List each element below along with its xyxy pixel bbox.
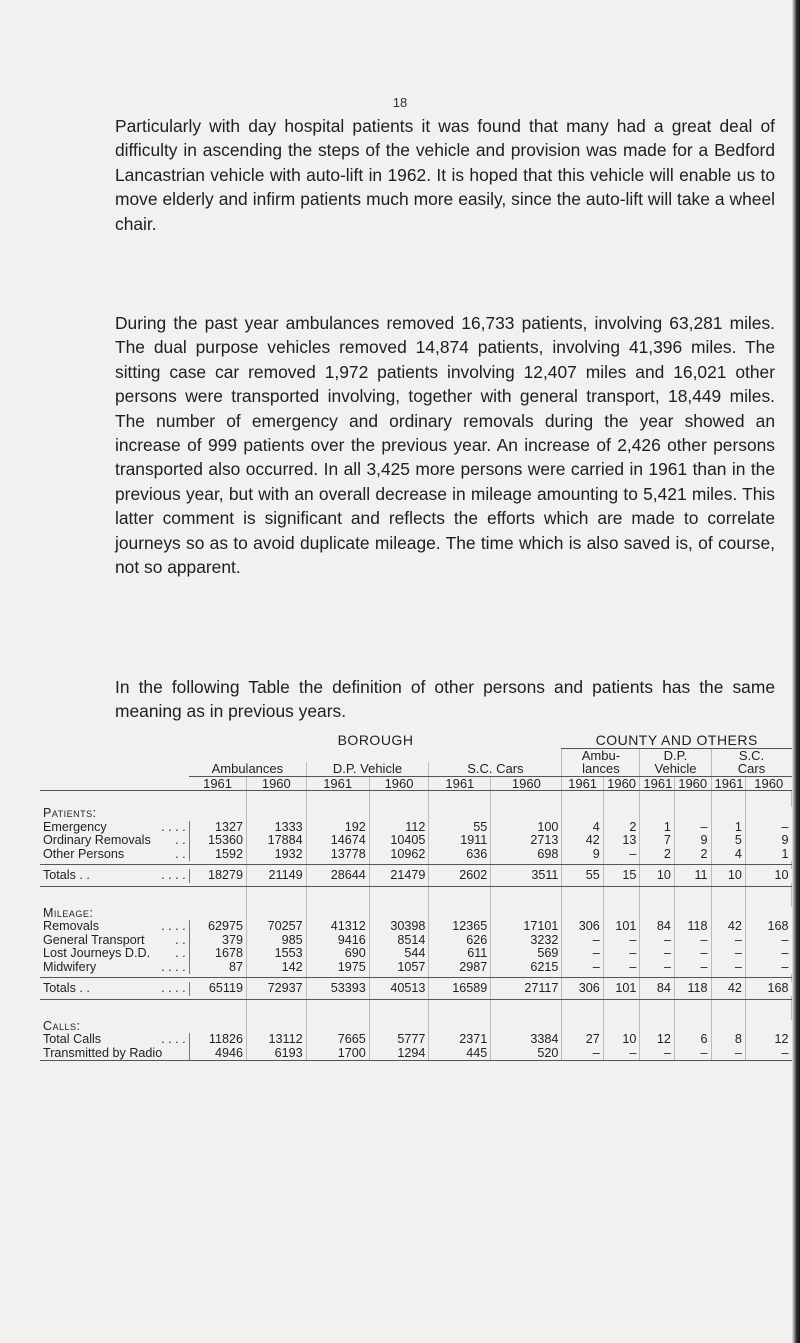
table-row [40, 934, 792, 948]
row-label-text: Other Persons [43, 847, 125, 861]
value-cell: 10405 [369, 834, 429, 848]
spacer-cell [562, 999, 603, 1020]
value-cell: 1553 [246, 947, 306, 961]
blank-cell [429, 907, 491, 921]
blank-cell [189, 1020, 246, 1034]
value-cell: – [781, 820, 789, 834]
value-cell: 14674 [306, 834, 369, 848]
value-cell: 6 [674, 1033, 711, 1047]
row-label-text: Emergency [43, 820, 107, 834]
row-label [40, 869, 189, 883]
value-cell: 1 [711, 821, 745, 835]
value-cell: 12365 [429, 920, 491, 934]
value-cell: 112 [369, 821, 429, 835]
value-cell: 544 [369, 947, 429, 961]
blank-cell [745, 807, 791, 821]
value-cell: 2602 [429, 869, 491, 883]
spacer-cell [189, 999, 246, 1020]
value-cell: 101 [603, 920, 640, 934]
table-row [40, 1047, 792, 1061]
value-cell: 84 [640, 920, 674, 934]
year-cell: 1960 [674, 776, 711, 791]
blank-cell [640, 807, 674, 821]
value-cell: 41312 [306, 920, 369, 934]
value-cell: – [674, 934, 711, 948]
section-title-row [40, 807, 792, 821]
spacer-cell [306, 791, 369, 808]
value-cell: 7665 [306, 1033, 369, 1047]
value-cell: 18279 [189, 869, 246, 883]
value-cell: 21479 [369, 869, 429, 883]
row-label [40, 848, 189, 862]
row-label [40, 1047, 189, 1061]
row-label [40, 821, 189, 835]
value-cell: 53393 [306, 982, 369, 996]
value-cell: – [640, 961, 674, 975]
value-cell: 9 [562, 848, 603, 862]
spacer-cell [674, 791, 711, 808]
sc-header-line2: Cars [711, 762, 791, 776]
value-cell: – [640, 934, 674, 948]
blank-cell [246, 907, 306, 921]
value-cell: 1932 [246, 848, 306, 862]
blank-cell [246, 807, 306, 821]
value-cell: 445 [429, 1047, 491, 1061]
row-label-text: Total Calls [43, 1033, 102, 1046]
blank-cell [369, 807, 429, 821]
value-cell: 12 [640, 1033, 674, 1047]
spacer-row [40, 886, 792, 907]
value-cell: – [711, 947, 745, 961]
value-cell: 55 [562, 869, 603, 883]
value-cell: 1700 [306, 1047, 369, 1061]
blank-cell [674, 1020, 711, 1034]
value-cell: 142 [246, 961, 306, 975]
value-cell: 118 [674, 920, 711, 934]
table-row [40, 821, 792, 835]
subheader-row-1 [40, 748, 792, 762]
value-cell: 2 [603, 821, 640, 835]
value-cell: 1678 [189, 947, 246, 961]
row-label [40, 947, 189, 961]
blank-cell [491, 1020, 562, 1034]
value-cell: – [711, 961, 745, 975]
scan-edge-shadow [792, 0, 800, 1343]
row-label [40, 934, 189, 948]
spacer-cell [429, 886, 491, 907]
year-cell: 1960 [491, 776, 562, 791]
totals-row [40, 982, 792, 996]
value-cell: 6193 [246, 1047, 306, 1061]
totals-row [40, 869, 792, 883]
blank-cell [640, 1020, 674, 1034]
value-cell: 3232 [491, 934, 562, 948]
spacer-cell [491, 791, 562, 808]
row-label-dots: . . . . [161, 869, 186, 882]
value-cell: – [711, 1047, 745, 1061]
value-cell: 10 [603, 1033, 640, 1047]
value-cell: 9 [781, 834, 789, 847]
blank-cell [429, 1020, 491, 1034]
value-cell: 2 [674, 848, 711, 862]
year-header-row [40, 776, 792, 791]
dp-header-line1: D.P. [640, 748, 711, 762]
value-cell: 306 [562, 982, 603, 996]
table-body [40, 791, 792, 1061]
year-cell: 1961 [711, 776, 745, 791]
value-cell: – [674, 947, 711, 961]
value-cell: 13112 [246, 1033, 306, 1047]
value-cell: – [603, 1047, 640, 1061]
spacer-cell [603, 886, 640, 907]
spacer-cell [40, 886, 189, 907]
spacer-cell [189, 791, 246, 808]
blank-cell [306, 807, 369, 821]
spacer-cell [306, 886, 369, 907]
paragraph-removals-summary: During the past year ambulances removed 16,733 patients, involving 63,281 miles. The dual purpose vehicles removed 14,874 patients, involving 41,396 miles. The sitting case car removed 1,972 patients involving 12,407 miles and 16,021 other persons were transported involving, together with general transport, 18,449 miles. The number of emergency and ordinary removals during the year showed an increase of 999 patients over the previous year. An increase of 2,426 other persons transported also occurred. In all 3,425 more persons were carried in 1961 than in the previous year, but with an overall decrease in mileage amounting to 5,421 miles. This latter comment is significant and reflects the efforts which are made to correlate journeys so as to avoid duplicate mileage. The time which is also saved is, of course, not so apparent. [115, 313, 775, 578]
value-cell: – [562, 961, 603, 975]
value-cell: 10962 [369, 848, 429, 862]
value-cell: 2713 [491, 834, 562, 848]
year-cell: 1961 [189, 776, 246, 791]
table-row [40, 920, 792, 934]
value-cell: 306 [562, 920, 603, 934]
value-cell: 611 [429, 947, 491, 961]
row-label [40, 982, 189, 996]
year-cell: 1960 [369, 776, 429, 791]
row-label-dots: . . . . [161, 960, 186, 974]
value-cell: – [640, 947, 674, 961]
value-cell: 1 [781, 847, 789, 861]
spacer-cell [429, 999, 491, 1020]
row-label-text: Totals . . [43, 982, 90, 995]
row-label-text: Lost Journeys D.D. [43, 947, 151, 960]
spacer-cell [40, 791, 189, 808]
dp-vehicle-header: D.P. Vehicle [306, 762, 429, 776]
blank-cell [674, 907, 711, 921]
borough-header: BOROUGH [337, 734, 414, 748]
value-cell: 21149 [246, 869, 306, 883]
table-row [40, 947, 792, 961]
blank-cell [711, 1020, 745, 1034]
value-cell: – [781, 933, 789, 947]
spacer-cell [562, 791, 603, 808]
page-number: 18 [392, 95, 408, 110]
row-label-dots: . . . . [161, 820, 186, 834]
blank-cell [306, 1020, 369, 1034]
row-label-text: Ordinary Removals [43, 834, 151, 847]
value-cell: 28644 [306, 869, 369, 883]
spacer-cell [246, 999, 306, 1020]
value-cell: 7 [640, 834, 674, 848]
value-cell: 1592 [189, 848, 246, 862]
spacer-cell [745, 886, 791, 907]
spacer-cell [246, 886, 306, 907]
value-cell: 17884 [246, 834, 306, 848]
spacer-cell [711, 999, 745, 1020]
value-cell: 11 [674, 869, 711, 883]
value-cell: 168 [767, 920, 789, 933]
dp-header-line2: Vehicle [640, 762, 711, 776]
value-cell: 1 [640, 821, 674, 835]
value-cell: 30398 [369, 920, 429, 934]
spacer-cell [369, 791, 429, 808]
row-label [40, 961, 189, 975]
spacer-cell [562, 886, 603, 907]
spacer-cell [369, 886, 429, 907]
value-cell: – [603, 934, 640, 948]
value-cell: – [562, 1047, 603, 1061]
value-cell: 27 [562, 1033, 603, 1047]
sc-cars-header: S.C. Cars [429, 762, 562, 776]
row-label [40, 834, 189, 848]
row-label-text: Removals [43, 920, 99, 933]
blank-cell [246, 1020, 306, 1034]
year-cell: 1960 [246, 776, 306, 791]
spacer-cell [674, 886, 711, 907]
value-cell: 15360 [189, 834, 246, 848]
value-cell: – [603, 848, 640, 862]
value-cell: – [603, 947, 640, 961]
row-label-text: Transmitted by Radio [43, 1046, 163, 1060]
value-cell: 15 [603, 869, 640, 883]
row-label-text: General Transport [43, 933, 145, 947]
spacer-row [40, 791, 792, 808]
value-cell: 8 [711, 1033, 745, 1047]
blank-cell [603, 807, 640, 821]
value-cell: – [674, 821, 711, 835]
year-cell: 1961 [429, 776, 491, 791]
value-cell: 1294 [369, 1047, 429, 1061]
row-label-dots: . . [175, 834, 186, 847]
row-label-dots: . . . . [161, 982, 186, 995]
value-cell: 192 [306, 821, 369, 835]
blank-cell [491, 907, 562, 921]
value-cell: 9416 [306, 934, 369, 948]
spacer-cell [674, 999, 711, 1020]
value-cell: 62975 [189, 920, 246, 934]
spacer-cell [640, 791, 674, 808]
paragraph-table-intro: In the following Table the definition of other persons and patients has the same meaning as in previous years. [115, 677, 775, 722]
value-cell: 70257 [246, 920, 306, 934]
value-cell: 4946 [189, 1047, 246, 1061]
spacer-cell [640, 999, 674, 1020]
year-cell: 1960 [603, 776, 640, 791]
blank-cell [189, 807, 246, 821]
section-title: Patients: [43, 807, 97, 820]
value-cell: – [562, 947, 603, 961]
value-cell: 10 [774, 869, 789, 882]
value-cell: 42 [711, 920, 745, 934]
value-cell: 100 [491, 821, 562, 835]
blank-cell [429, 807, 491, 821]
value-cell: 9 [674, 834, 711, 848]
blank-cell [189, 907, 246, 921]
value-cell: 101 [603, 982, 640, 996]
value-cell: 10 [640, 869, 674, 883]
value-cell: 42 [562, 834, 603, 848]
blank-cell [603, 1020, 640, 1034]
value-cell: 2371 [429, 1033, 491, 1047]
ambulances-header: Ambulances [189, 762, 306, 776]
blank-cell [562, 1020, 603, 1034]
blank-cell [306, 907, 369, 921]
value-cell: 65119 [189, 982, 246, 996]
value-cell: – [603, 961, 640, 975]
value-cell: – [781, 947, 789, 960]
spacer-cell [491, 886, 562, 907]
value-cell: 1327 [189, 821, 246, 835]
year-cell: 1961 [562, 776, 603, 791]
blank-cell [674, 807, 711, 821]
value-cell: 569 [491, 947, 562, 961]
value-cell: 4 [562, 821, 603, 835]
spacer-cell [246, 791, 306, 808]
spacer-cell [745, 999, 791, 1020]
spacer-cell [640, 886, 674, 907]
value-cell: 55 [429, 821, 491, 835]
row-label [40, 1033, 189, 1047]
blank-cell [603, 907, 640, 921]
table-row [40, 848, 792, 862]
blank-cell [369, 1020, 429, 1034]
year-cell: 1961 [306, 776, 369, 791]
value-cell: – [562, 934, 603, 948]
value-cell: 520 [491, 1047, 562, 1061]
row-label-text: Midwifery [43, 960, 97, 974]
section-title: Mileage: [43, 906, 94, 920]
value-cell: 6215 [491, 961, 562, 975]
spacer-cell [603, 791, 640, 808]
blank-cell [745, 1020, 791, 1034]
row-label [40, 920, 189, 934]
spacer-cell [189, 886, 246, 907]
blank-cell [745, 907, 791, 921]
value-cell: 3384 [491, 1033, 562, 1047]
spacer-cell [306, 999, 369, 1020]
section-title-row [40, 907, 792, 921]
paragraph-vehicle-provision: Particularly with day hospital patients it was found that many had a great deal of difficulty in ascending the steps of the vehicle and provision was made for a Bedford Lancastrian vehicle with auto-lift in 1962. It is hoped that this vehicle will enable us to move elderly and infirm patients much more easily, since the auto-lift will take a wheel chair. [115, 116, 775, 234]
table-row [40, 834, 792, 848]
subheader-row-2 [40, 762, 792, 776]
value-cell: 11826 [189, 1033, 246, 1047]
value-cell: 118 [674, 982, 711, 996]
blank-cell [640, 907, 674, 921]
value-cell: 5 [711, 834, 745, 848]
row-label-dots: . . . . [161, 1033, 186, 1046]
value-cell: 1057 [369, 961, 429, 975]
value-cell: – [781, 960, 789, 974]
spacer-cell [491, 999, 562, 1020]
value-cell: 12 [774, 1033, 789, 1046]
blank-cell [562, 907, 603, 921]
blank-cell [711, 807, 745, 821]
value-cell: – [674, 1047, 711, 1061]
value-cell: 2987 [429, 961, 491, 975]
spacer-cell [40, 999, 189, 1020]
value-cell: 626 [429, 934, 491, 948]
year-cell: 1961 [640, 776, 674, 791]
value-cell: 5777 [369, 1033, 429, 1047]
value-cell: 8514 [369, 934, 429, 948]
row-label-dots: . . [175, 847, 186, 861]
spacer-cell [429, 791, 491, 808]
value-cell: – [745, 1047, 791, 1061]
spacer-cell [745, 791, 791, 808]
value-cell: 17101 [491, 920, 562, 934]
value-cell: 168 [767, 982, 789, 995]
spacer-cell [711, 886, 745, 907]
year-cell: 1960 [745, 776, 791, 791]
value-cell: 42 [711, 982, 745, 996]
value-cell: 690 [306, 947, 369, 961]
value-cell: 636 [429, 848, 491, 862]
group-header-row [40, 734, 792, 748]
blank-cell [562, 807, 603, 821]
value-cell: – [640, 1047, 674, 1061]
value-cell: 13778 [306, 848, 369, 862]
spacer-row [40, 999, 792, 1020]
value-cell: 16589 [429, 982, 491, 996]
row-label-dots: . . . . [161, 920, 186, 933]
ambu-header-line1: Ambu- [562, 748, 640, 762]
value-cell: 379 [189, 934, 246, 948]
value-cell: 2 [640, 848, 674, 862]
row-label-dots: . . [175, 947, 186, 960]
value-cell: 1333 [246, 821, 306, 835]
ambulance-statistics-table [40, 734, 792, 1061]
value-cell: 87 [189, 961, 246, 975]
section-title-row [40, 1020, 792, 1034]
value-cell: 985 [246, 934, 306, 948]
table-row [40, 961, 792, 975]
blank-cell [711, 907, 745, 921]
blank-cell [491, 807, 562, 821]
table-row [40, 1033, 792, 1047]
sc-header-line1: S.C. [738, 748, 765, 762]
blank-cell [369, 907, 429, 921]
value-cell: 72937 [246, 982, 306, 996]
value-cell: 1975 [306, 961, 369, 975]
value-cell: 698 [491, 848, 562, 862]
row-label-text: Totals . . [43, 869, 90, 882]
spacer-cell [711, 791, 745, 808]
value-cell: 3511 [491, 869, 562, 883]
value-cell: 4 [711, 848, 745, 862]
spacer-cell [369, 999, 429, 1020]
county-header: COUNTY AND OTHERS [562, 734, 792, 748]
value-cell: 27117 [491, 982, 562, 996]
value-cell: 13 [603, 834, 640, 848]
row-label-dots: . . [175, 933, 186, 947]
value-cell: – [674, 961, 711, 975]
value-cell: – [711, 934, 745, 948]
spacer-cell [603, 999, 640, 1020]
value-cell: 84 [640, 982, 674, 996]
value-cell: 40513 [369, 982, 429, 996]
value-cell: 1911 [429, 834, 491, 848]
section-title: Calls: [43, 1019, 81, 1033]
ambu-header-line2: lances [562, 762, 640, 776]
value-cell: 10 [711, 869, 745, 883]
